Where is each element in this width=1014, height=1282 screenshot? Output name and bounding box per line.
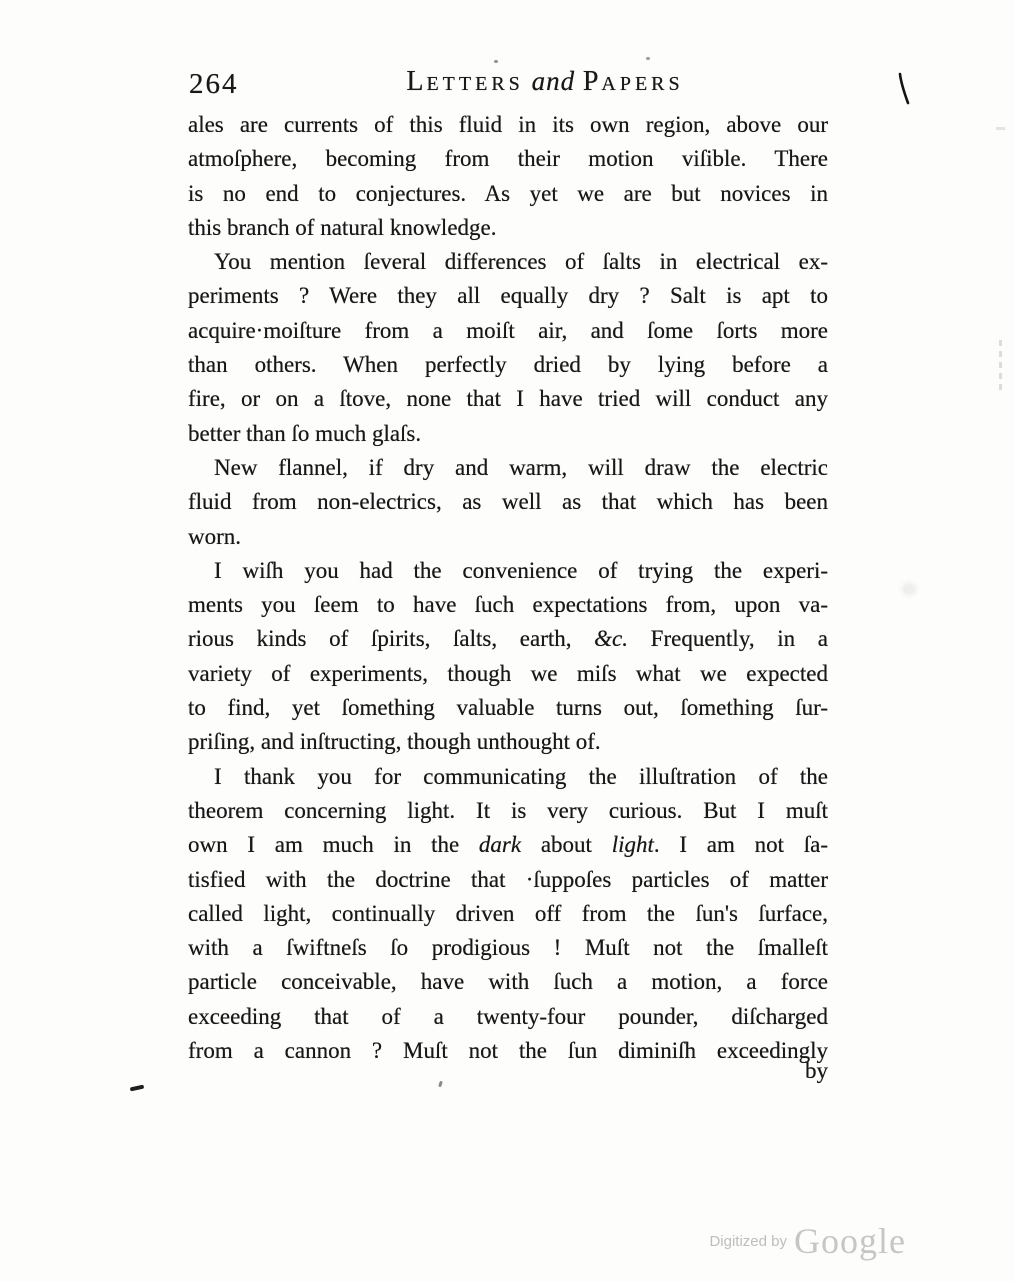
text-segment: worn. [188,523,242,549]
text-line [188,554,828,588]
text-segment: atmoſphere, becoming from their motion viſible. There [188,146,828,172]
text-segment: acquire·moiſture from a moiſt air, and ſome ſorts more [188,317,828,343]
text-segment: priſing, and inſtructing, though unthought of. [188,729,601,755]
watermark-prefix: Digitized by [709,1233,788,1250]
text-segment: this branch of natural knowledge. [188,214,497,240]
text-segment: ments you ſeem to have ſuch expectations from, upon va- [188,592,828,618]
text-segment: to find, yet ſomething valuable turns out, ſomething ſur- [188,695,828,721]
text-segment: fluid from non-electrics, as well as that which has been [188,489,828,515]
text-segment: ales are currents of this fluid in its own region, above our [188,112,828,137]
text-segment: with a ſwiftneſs ſo prodigious ! Muſt not the ſmalleſt [188,935,828,961]
text-segment: Frequently, in a [628,626,828,652]
page-text [188,108,828,1068]
text-segment: variety of experiments, though we miſs what we expected [188,660,828,686]
text-line [188,965,828,999]
google-logo: Google [794,1221,906,1261]
paragraph [188,451,828,554]
paragraph [188,554,828,760]
ink-speck-icon [494,60,498,63]
text-segment: about [521,832,612,858]
italic-text: dark [478,832,522,858]
text-segment: I wiſh you had the convenience of trying the experi- [214,557,828,583]
text-segment: from a cannon ? Muſt not the ſun diminiſh exceedingly [188,1038,828,1064]
scan-edge-mark [999,340,1002,394]
page-number: 264 [189,68,239,100]
text-line [188,794,828,828]
text-line [188,108,828,142]
text-line [188,211,828,245]
italic-text: &c. [594,626,629,652]
text-segment: rious kinds of ſpirits, ſalts, earth, [188,626,595,652]
text-line [188,1000,828,1034]
running-title-segment: ETTERS [426,73,524,95]
scan-smudge [903,584,915,594]
text-line [188,725,828,759]
text-segment: periments ? Were they all equally dry ? Salt is apt to [188,283,828,309]
text-line [188,931,828,965]
paragraph [188,108,828,245]
text-segment: better than ſo much glaſs. [188,420,422,446]
text-line [188,657,828,691]
text-line [188,691,828,725]
paragraph [188,760,828,1069]
text-segment: particle conceivable, have with ſuch a motion, a force [188,969,828,995]
text-segment: You mention ſeveral differences of ſalts in electrical ex- [214,249,828,275]
pen-stroke-mark [896,71,912,107]
text-line [188,142,828,176]
scan-edge-mark [996,127,1005,130]
text-segment: fire, or on a ſtove, none that I have tried will conduct any [188,386,828,412]
text-line [188,828,828,862]
running-title-segment: APERS [601,73,684,95]
text-segment: than others. When perfectly dried by lying before a [188,352,828,378]
text-line [188,760,828,794]
google-watermark [709,1220,906,1262]
text-line [188,588,828,622]
text-line [188,245,828,279]
text-line [188,314,828,348]
running-title-segment: L [406,66,427,97]
text-line [188,382,828,416]
text-line [188,451,828,485]
text-segment: I thank you for communicating the illuſtration of the [214,763,828,789]
ink-dash-mark [130,1085,145,1092]
text-segment: exceeding that of a twenty-four pounder, diſcharged [188,1003,828,1029]
text-segment: is no end to conjectures. As yet we are but novices in [188,180,828,206]
text-line [188,520,828,554]
text-line [188,897,828,931]
running-title [225,66,865,98]
text-segment: New flannel, if dry and warm, will draw the electric [214,454,828,480]
paragraph [188,245,828,451]
italic-text: light [611,832,654,858]
text-line [188,417,828,451]
catchword: by [805,1058,828,1083]
ink-speck-icon [646,57,650,60]
text-segment: called light, continually driven off from the ſun's ſurface, [188,900,828,926]
running-title-segment: and [523,66,583,96]
text-segment: tisfied with the doctrine that ·ſuppoſes particles of matter [188,866,828,892]
text-line [188,863,828,897]
text-line [188,279,828,313]
text-line [188,177,828,211]
text-line [188,622,828,656]
text-segment: own I am much in the [188,832,479,858]
text-line [188,348,828,382]
text-line [188,485,828,519]
text-segment: theorem concerning light. It is very curious. But I muſt [188,797,828,823]
text-segment: . I am not ſa- [653,832,828,858]
ink-speck-icon [438,1081,443,1088]
running-title-segment: P [582,66,602,97]
